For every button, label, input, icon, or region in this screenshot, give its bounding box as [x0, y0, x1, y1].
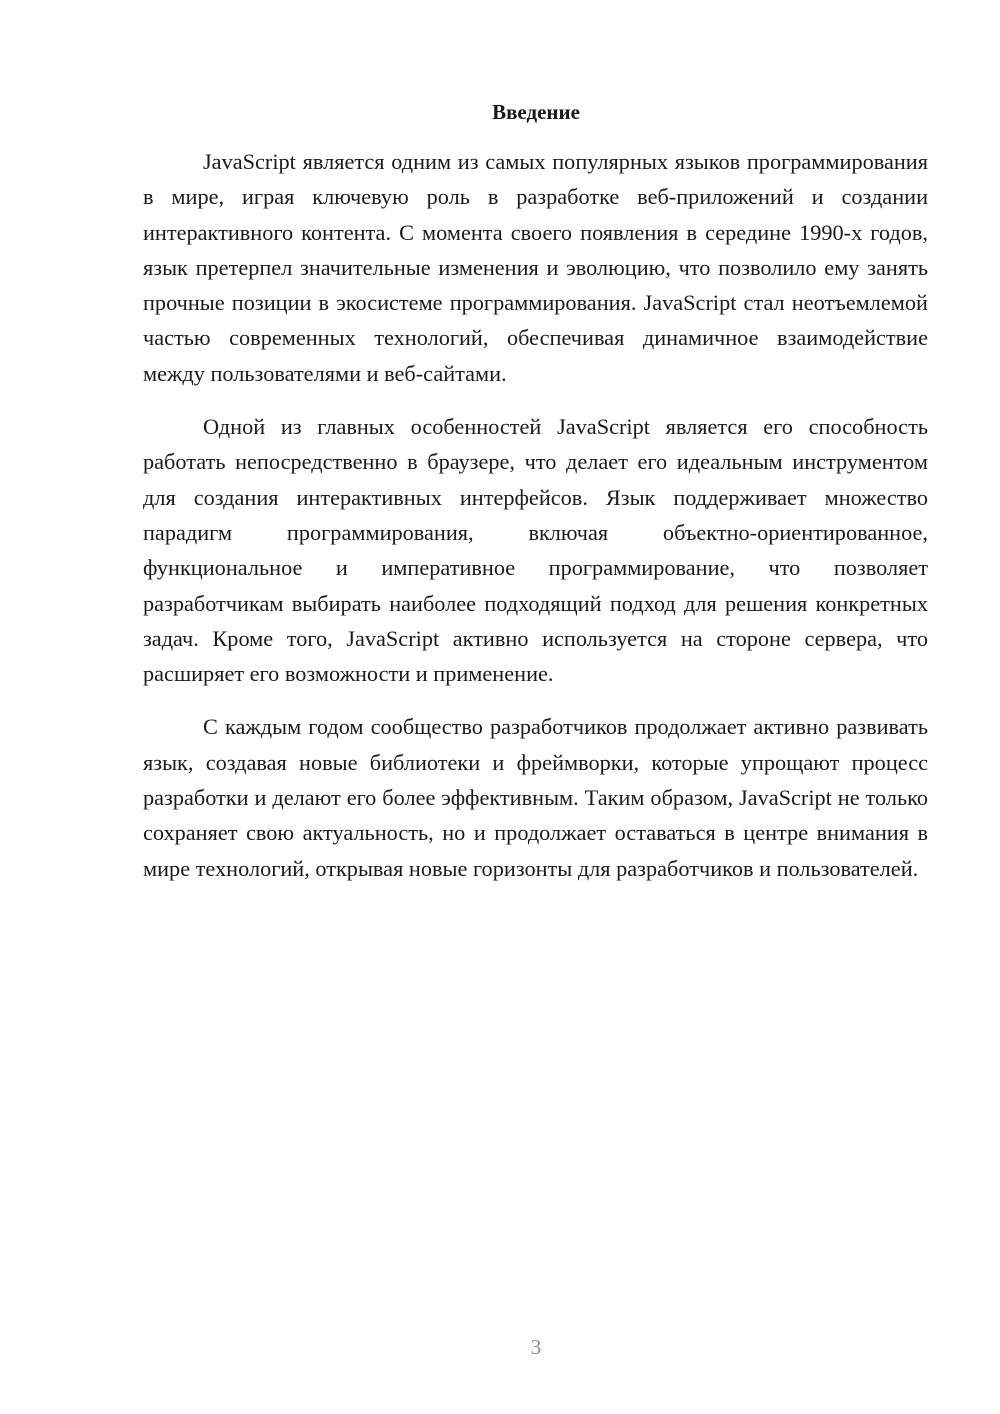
body-text: [143, 144, 928, 904]
section-heading: Введение: [492, 100, 580, 124]
paragraph-1: JavaScript является одним из самых популярных языков программирования в мире, играя ключевую роль в разработке веб-приложений и создании интерактивного контента. С момента своего появления в середине 1990-х годов, язык претерпел значительные изменения и эволюцию, что позволило ему занять прочные позиции в экосистеме программирования. JavaScript стал неотъемлемой частью современных технологий, обеспечивая динамичное взаимодействие между пользователями и веб-сайтами.: [143, 149, 928, 386]
paragraph-3: С каждым годом сообщество разработчиков продолжает активно развивать язык, создавая новые библиотеки и фреймворки, которые упрощают процесс разработки и делают его более эффективным. Таким образом, JavaScript не только сохраняет свою актуальность, но и продолжает оставаться в центре внимания в мире технологий, открывая новые горизонты для разработчиков и пользователей.: [143, 714, 928, 881]
page-number: 3: [530, 1335, 542, 1359]
paragraph-2: Одной из главных особенностей JavaScript является его способность работать непосредственно в браузере, что делает его идеальным инструментом для создания интерактивных интерфейсов. Язык поддерживает множество парадигм программирования, включая объектно-ориентированное, функциональное и императивное программирование, что позволяет разработчикам выбирать наиболее подходящий подход для решения конкретных задач. Кроме того, JavaScript активно используется на стороне сервера, что расширяет его возможности и применение.: [143, 414, 928, 687]
